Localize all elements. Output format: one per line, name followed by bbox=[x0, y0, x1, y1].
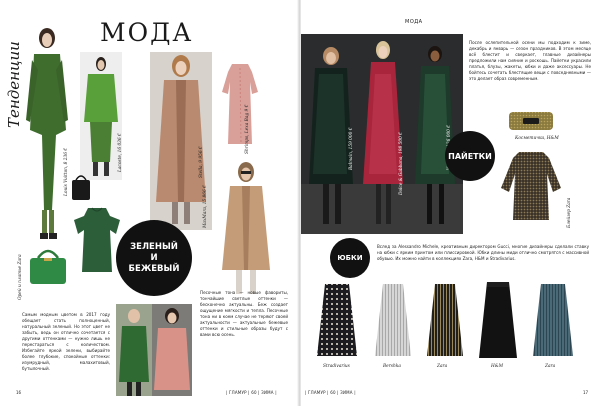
skirt-photo-4 bbox=[477, 280, 519, 360]
skirt-brand-4: H&M bbox=[491, 364, 503, 369]
body-text-green: Самым модным цветом в 2017 году обещает стать полноценный, натуральный зеленый. Но этот цвет не забыть, ведь он отлично сочетается с другими оттенками — нужно лишь не перестараться с количеством. Избегайте яркой зелени, выбирайте более глубокие, спокойные оттенки: изумрудный, малахитовый, бутылочный. bbox=[22, 312, 110, 371]
model-photo-green-knit bbox=[80, 52, 122, 180]
street-photo-green bbox=[116, 304, 152, 396]
circle-heading-line-2: И bbox=[150, 252, 158, 263]
green-beige-heading-circle bbox=[116, 220, 192, 296]
body-text-sequins: После ослепительной осени мы подходим к зиме, декабрь и январь — сезон праздников. В этом месяце всё блестит и сверкает, главные дизайнеры предложили нам сияние и роскошь. Пайетки украсили платья, блузы, жакеты, юбки и даже аксессуары. Не бойтесь сочетать блестящие вещи с повседневными — это делает образ современным. bbox=[469, 40, 591, 81]
page-number-left: 16 bbox=[16, 390, 22, 395]
body-text-skirts: Вслед за Alessandro Michele, креативным директором Gucci, многие дизайнеры сделали ставку на юбки с ярким принтом или плиссировкой. Юбки длины миди отлично смотрятся с массивной обувью. Их можно найти в коллекциях Zara, H&M и Stradivarius. bbox=[377, 244, 589, 261]
skirts-heading-circle: ЮБКИ bbox=[330, 238, 370, 278]
skirt-brand-2: Bershka bbox=[383, 364, 401, 369]
model-photo-camel-coat bbox=[220, 160, 272, 300]
skirt-photo-2 bbox=[373, 282, 413, 358]
green-handbag-photo bbox=[26, 244, 70, 288]
pink-dress-product-photo bbox=[220, 62, 260, 146]
caption-zara-top: Блейзер Zara bbox=[567, 197, 572, 228]
sequin-top-photo bbox=[499, 148, 563, 224]
model-photo-green-dress bbox=[22, 20, 72, 245]
skirt-photo-3 bbox=[425, 282, 465, 358]
green-dress-product-photo bbox=[72, 206, 122, 274]
footer-left: | ГЛАМУР | 60 | ЗИМА | bbox=[226, 390, 277, 395]
caption-louis-vuitton: Louis Vuitton, 8 236 € bbox=[64, 147, 69, 196]
sequins-heading-circle: ПАЙЕТКИ bbox=[445, 131, 495, 181]
skirt-brand-3: Zara bbox=[437, 364, 448, 369]
caption-stella: Stella, 9 956 € bbox=[199, 146, 204, 178]
caption-dolce: Dolce & Gabbana, 198 500 € bbox=[399, 132, 404, 195]
caption-max-mara: MaxMara, 15 866 € bbox=[203, 185, 208, 228]
page-number-right: 17 bbox=[583, 390, 589, 395]
left-page bbox=[0, 0, 298, 406]
caption-shrimps: Shrimps, Lexa Bag 9 € bbox=[245, 104, 250, 154]
sequin-bag-photo bbox=[507, 108, 555, 132]
section-label: МОДА bbox=[405, 19, 423, 25]
caption-lacoste: Lacoste, 16 036 € bbox=[118, 133, 123, 172]
skirt-photo-5 bbox=[531, 282, 575, 358]
black-bag-photo bbox=[70, 172, 92, 202]
caption-balmain: Balmain, 159 000 € bbox=[349, 127, 354, 170]
skirt-brand-5: Zara bbox=[545, 364, 556, 369]
caption-bag-dress: Орей и платье Zara bbox=[18, 254, 23, 300]
skirt-brand-1: Stradivarius bbox=[323, 364, 350, 369]
page-title: МОДА bbox=[100, 18, 194, 47]
section-vertical-title: Тенденции bbox=[5, 41, 23, 128]
circle-heading-line-3: БЕЖЕВЫЙ bbox=[128, 263, 180, 274]
footer-right: | ГЛАМУР | 60 | ЗИМА | bbox=[305, 390, 356, 395]
street-photo-pink bbox=[152, 304, 192, 396]
skirt-photo-1 bbox=[315, 282, 359, 358]
circle-heading-line-1: ЗЕЛЕНЫЙ bbox=[130, 241, 178, 252]
body-text-beige: Песочные тона — новые фавориты, тончайшие светлые оттенки — бесконечно актуальны. Беж создает ощущение мягкости и тепла. Песочные тона ни в коем случае не теряют своей актуальности — актуальные бежевые оттенки и стильные образы будут с вами всю осень. bbox=[200, 290, 288, 337]
runway-sequins-photo bbox=[301, 34, 463, 234]
right-page bbox=[301, 0, 600, 406]
caption-sequin-bag: Косметичка, H&M bbox=[515, 136, 559, 141]
